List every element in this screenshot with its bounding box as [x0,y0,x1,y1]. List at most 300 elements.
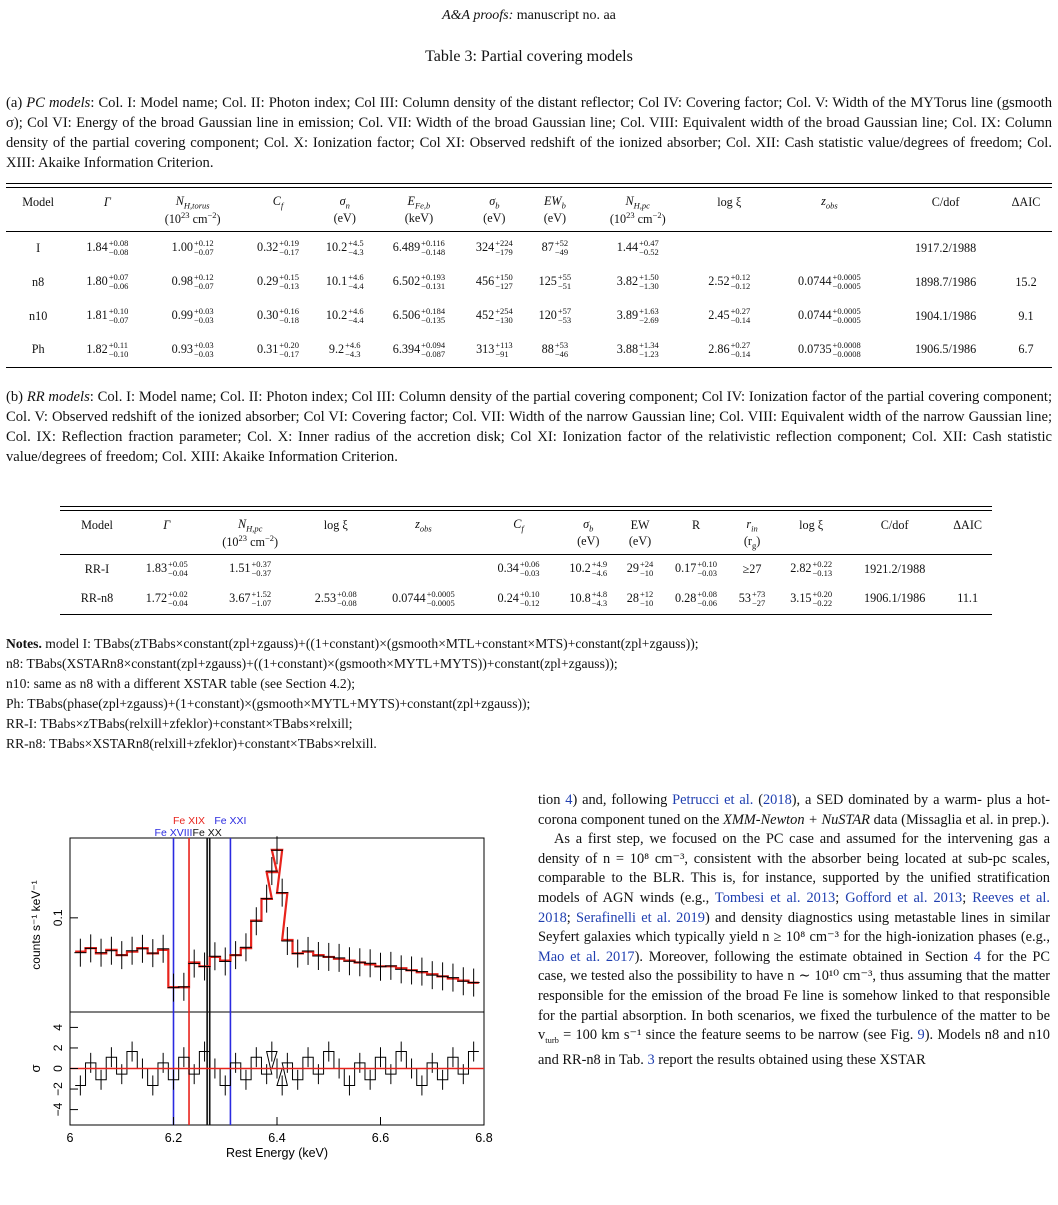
value: 0.0744 [798,273,832,288]
value: 1.81 [86,307,108,322]
error-bounds [697,560,717,578]
body-text [538,791,1050,1070]
notes-line: RR-I: TBabs×zTBabs(relxill+zfeklor)+constant×TBabs×relxill; [6,716,353,731]
cell-logxi [691,299,768,333]
cell-sigma_b [463,333,525,367]
error-bounds [555,239,568,257]
upper-error: +24 [639,559,654,570]
lower-error: −4.3 [345,348,361,359]
lower-error: −0.10 [108,348,129,359]
cell-zobs [768,333,892,367]
column-unit: (eV) [628,534,652,549]
tableB-grid [60,510,992,615]
upper-error: +0.20 [279,339,299,350]
top-rule [60,506,992,507]
upper-error: +150 [495,272,513,282]
column-header: $z_{obs}$ [821,194,838,211]
error-bounds [109,307,129,325]
column-unit [1000,210,1052,231]
text-run: report the results obtained using these XSTAR [654,1051,926,1068]
error-bounds [279,239,299,257]
cell-cf [241,333,315,367]
error-bounds [421,307,445,325]
error-bounds [558,273,571,291]
upper-error: +12 [639,588,654,599]
value: 2.45 [708,307,730,322]
column-unit: (eV) [333,211,356,226]
units-row [60,533,992,554]
cell-cdof: 1904.1/1986 [914,308,977,323]
notes-line: n10: same as n8 with a different XSTAR table (see Section 4.2); [6,676,355,691]
lower-error: −0.06 [108,281,129,291]
value: 1.72 [145,590,168,605]
value: 0.31 [256,341,279,356]
value: 9.2 [328,341,345,356]
text-run: ; [566,909,577,926]
upper-error: +53 [554,339,569,350]
value: 2.86 [708,341,730,356]
lower-error: −0.14 [730,315,751,325]
error-bounds [555,341,568,359]
cell-cf [476,584,561,614]
value: 2.52 [708,273,730,288]
cell-logxi2 [776,584,846,614]
error-bounds [109,273,129,291]
column-header: C/dof [880,517,909,532]
ion-label: Fe XX [192,827,222,839]
upper-error: +57 [557,306,572,316]
value: 0.34 [497,561,519,576]
error-bounds [639,273,659,291]
column-header: log ξ [323,517,348,532]
running-header [0,8,1058,24]
lower-error: −0.08 [337,597,357,608]
error-bounds [640,590,653,608]
cell-logxi [301,554,371,584]
text-run: turb [545,1035,559,1045]
error-bounds [168,560,188,578]
upper-error: +0.116 [421,238,445,249]
citation-link[interactable]: Mao et al. 2017 [538,948,635,965]
tableA-grid [6,187,1052,368]
table-notes [6,634,1052,754]
column-unit [241,210,315,231]
value: 1.51 [229,561,251,576]
cell-sigma_n [315,265,374,299]
value: 2.53 [314,590,337,605]
upper-error: +224 [495,238,513,249]
error-bounds [833,273,861,291]
lower-error: −53 [557,315,572,325]
error-bounds [813,590,833,608]
column-unit: (eV) [577,534,600,549]
error-bounds [194,341,214,359]
x-tick-label: 6.2 [164,1131,183,1145]
cell-efe [374,231,463,265]
error-bounds [348,239,363,257]
upper-error: +0.10 [108,306,129,316]
column-header: log ξ [799,517,824,532]
cell-daic: 15.2 [1015,274,1037,289]
lower-error: −0.03 [697,568,718,579]
cell-nh_torus [144,333,240,367]
value: 120 [538,307,557,322]
error-bounds [558,307,571,325]
column-header: $C_f$ [513,517,524,534]
column-header: log ξ [717,194,742,209]
lower-error: −0.0005 [426,597,455,608]
citation-link[interactable]: Tombesi et al. 2013 [714,889,836,906]
value: 0.0744 [798,307,832,322]
error-bounds [337,590,357,608]
text-run: ; [962,889,973,906]
error-bounds [495,341,512,359]
y-axis-label-top: counts s⁻¹ keV⁻¹ [29,880,43,970]
cell-r [664,554,727,584]
value: 0.0735 [798,341,832,356]
error-bounds [731,341,751,359]
notes-label: Notes. [6,636,42,651]
value: 0.30 [256,307,279,322]
column-header: ΔAIC [1011,194,1041,209]
value: 3.89 [616,307,639,322]
lower-error: −0.12 [730,281,751,291]
cell-daic: 9.1 [1018,308,1034,323]
value: 3.82 [616,273,639,288]
x-tick-label: 6 [66,1131,74,1145]
cell-ew [525,299,584,333]
citation-link[interactable]: Serafinelli et al. 2019 [576,909,705,926]
column-unit: (eV) [543,211,567,226]
column-header: $N_{H,pc}$ [237,517,263,534]
value: 0.32 [256,240,279,255]
upper-error: +0.03 [194,306,214,316]
upper-error: +0.193 [421,272,446,282]
column-unit [301,533,371,554]
column-header: $z_{obs}$ [415,517,432,534]
y-tick-label-bottom: −4 [51,1102,65,1117]
cell-logxi [691,231,768,265]
column-unit [846,533,943,554]
value: 88 [541,341,554,356]
error-bounds [495,239,513,257]
value: 3.88 [616,341,639,356]
lower-error: −0.06 [697,597,718,608]
upper-error: +4.6 [345,339,361,350]
cell-gamma [70,333,144,367]
upper-error: +0.05 [168,559,188,570]
value: 0.0744 [392,590,426,605]
value: 10.1 [325,273,348,288]
lower-error: −0.12 [519,597,540,608]
cell-model: n10 [29,308,48,323]
table-row [6,299,1052,333]
cell-sigma_b [463,265,525,299]
column-unit [691,210,768,231]
citation-link[interactable]: 3 [647,1051,655,1068]
cell-rin [728,554,777,584]
error-bounds [697,590,717,608]
lower-error: −0.148 [421,247,446,258]
cell-gamma [134,584,200,614]
cell-nh_torus [144,231,240,265]
value: 10.2 [569,561,591,576]
lower-error: −1.23 [639,348,659,359]
value: 53 [738,590,751,605]
upper-error: +0.10 [519,588,540,599]
value: 1.44 [616,240,639,255]
value: 1.82 [86,341,108,356]
value: 29 [626,561,639,576]
value: 0.28 [675,590,697,605]
top-rule [6,183,1052,184]
lower-error: −0.13 [279,281,299,291]
error-bounds [252,590,272,608]
column-header: R [691,517,701,532]
value: 0.98 [171,273,193,288]
column-header: $r_{in}$ [746,517,758,534]
lower-error: −0.087 [421,348,446,359]
lower-error: −0.0005 [832,315,861,325]
upper-error: +0.08 [108,238,129,249]
value: 456 [475,273,495,288]
upper-error: +4.6 [348,272,364,282]
header-row [6,188,1052,211]
citation-link[interactable]: Petrucci et al. [672,792,754,808]
lower-error: −10 [639,597,654,608]
cell-cf [241,265,315,299]
error-bounds [279,341,299,359]
cell-zobs [371,554,477,584]
cell-cdof: 1906.5/1986 [914,342,977,357]
text-run: ). Moreover, following the estimate obtained in Section [634,948,974,965]
column-header: $E_{Fe,b}$ [407,194,431,211]
column-header: $C_f$ [272,194,284,211]
cell-nh_pc [585,333,691,367]
cell-zobs [768,265,892,299]
cell-ew [616,584,665,614]
error-bounds [520,560,540,578]
cell-zobs [768,299,892,333]
lower-error: −0.03 [194,348,214,359]
upper-error: +0.12 [194,238,214,249]
manuscript-label: manuscript no. aa [513,8,616,23]
x-axis-label: Rest Energy (keV) [225,1146,329,1160]
spectrum-figure [0,800,520,1205]
upper-error: +0.0005 [426,588,455,599]
citation-link[interactable]: 9 [917,1027,925,1044]
column-unit [891,210,1000,231]
lower-error: −1.07 [251,597,272,608]
value: 1.80 [86,273,108,288]
cell-cf [476,554,561,584]
error-bounds [194,307,214,325]
notes-line: RR-n8: TBabs×XSTARn8(relxill+zfeklor)+constant×TBabs×relxill. [6,736,377,751]
cell-gamma [134,554,200,584]
error-bounds [194,273,214,291]
lower-error: −179 [495,247,513,258]
upper-error: +52 [554,238,569,249]
cell-cdof: 1906.1/1986 [864,591,926,606]
error-bounds [421,239,445,257]
cell-logxi [691,265,768,299]
column-header: $\sigma_n$ [339,194,350,211]
table-row [6,231,1052,265]
lower-error: −4.3 [348,247,364,258]
value: 28 [626,590,639,605]
upper-error: +73 [751,588,766,599]
column-unit: ($10^{23}$ $cm^{-2}$) [609,210,666,227]
value: 324 [475,240,495,255]
cell-logxi [301,584,371,614]
upper-error: +0.12 [194,272,214,282]
lower-error: −4.6 [591,568,608,579]
notes-line: Ph: TBabs(phase(zpl+zgauss)+(1+constant)×(gsmooth×MYTL+MYTS)+constant(zpl+zgauss)); [6,696,531,711]
error-bounds [279,307,299,325]
column-unit: (keV) [404,211,434,226]
upper-error: +0.11 [108,339,129,350]
text-run: ) and density diagnostics using metastable lines in similar Seyfert galaxies which typically yield n ≥ 10⁸ cm⁻³ for the high-ionization phases (e.g., [538,909,1050,946]
caption-b-label-italic: RR models [26,389,90,405]
upper-error: +1.52 [251,588,272,599]
column-header: $\sigma_b$ [583,517,594,534]
upper-error: +0.22 [812,559,833,570]
error-bounds [109,341,129,359]
lower-error: −0.22 [812,597,833,608]
upper-error: +4.5 [348,238,364,249]
error-bounds [592,590,607,608]
column-unit [768,210,892,231]
citation-link[interactable]: 2018 [762,792,792,808]
lower-error: −4.4 [348,281,364,291]
column-unit: ($10^{23}$ $cm^{-2}$) [222,533,279,550]
citation-link[interactable]: 4 [565,792,573,808]
y-tick-label-top: 0.1 [51,909,65,927]
lower-error: −0.04 [168,597,188,608]
value: 10.8 [569,590,591,605]
error-bounds [833,341,861,359]
column-unit [476,533,561,554]
citation-link[interactable]: 4 [973,948,981,965]
cell-model: I [36,240,41,255]
caption-b-label: (b) [6,389,27,405]
lower-error: −0.0005 [832,281,861,291]
error-bounds [495,273,513,291]
column-header: ΔAIC [953,517,983,532]
lower-error: −2.69 [639,315,659,325]
italic-run: XMM-Newton + NuSTAR [723,811,870,828]
upper-error: +0.15 [279,272,299,282]
column-header: EW [630,517,650,532]
lower-error: −4.4 [348,315,364,325]
cell-cdof: 1921.2/1988 [864,561,926,576]
upper-error: +1.63 [639,306,659,316]
x-tick-label: 6.8 [475,1131,493,1145]
text-run: ; [835,889,846,906]
error-bounds [520,590,540,608]
y-tick-label-bottom: 0 [51,1065,65,1072]
column-unit: $(r_g)$ [743,533,761,551]
cell-daic: 6.7 [1018,342,1034,357]
error-bounds [194,239,214,257]
value: 6.502 [392,273,421,288]
column-header: Γ [103,194,111,209]
value: 125 [538,273,557,288]
text-run: As a first step, we focused on the PC case and assumed for the intervening gas a density of n = 10⁸ cm⁻³, consistent with the absorber being located at sub-pc scales, comparable to the BLR. This is, for instance, supported by the unified stratification models of AGN winds (e.g., [538,831,1050,906]
lower-error: −27 [751,597,766,608]
cell-model: Ph [31,342,45,357]
y-tick-label-bottom: 4 [51,1024,65,1031]
x-tick-label: 6.4 [268,1131,286,1145]
cell-nh_torus [144,265,240,299]
text-run: ) and, following [572,792,673,808]
error-bounds [252,560,272,578]
upper-error: +0.184 [421,306,446,316]
error-bounds [639,341,659,359]
caption-b-text: : Col. I: Model name; Col. II: Photon index; Col III: Column density of the partial covering component; Col IV: Ionization factor of the partial covering component; Col. V: Observed redshift of the ionized absorber; Col VI: Covering factor; Col. VII: Width of the narrow Gaussian line; Col. VIII: Equivalent width of the narrow Gaussian line; Col. IX: Reflection fraction parameter; Col. X: Inner radius of the accretion disk; Col XI: Ionization factor of the relativistic reflection component; Col. XII: Cash statistic value/degrees of freedom; Col. XIII: Akaike Information Criterion. [6,389,1053,465]
lower-error: −0.03 [194,315,214,325]
error-bounds [731,307,751,325]
table-row [6,265,1052,299]
text-run: for the PC case, we tested also the possibility to have n ∼ 10¹⁰ cm⁻³, thus assuming that the matter responsible for the emission of the broad Fe line is somehow linked to that responsible for the partial absorption. In both scenarios, we fixed the turbulence of the matter to be v [538,948,1050,1044]
lower-error: −51 [557,281,572,291]
upper-error: +0.27 [730,339,751,350]
cell-logxi [691,333,768,367]
column-header: $N_{H,pc}$ [625,194,650,211]
lower-error: −0.08 [108,247,129,258]
upper-error: +1.34 [639,339,659,350]
lower-error: −0.03 [519,568,540,579]
upper-error: +0.06 [519,559,540,570]
lower-error: −127 [495,281,513,291]
citation-link[interactable]: Reeves et al. 2018 [538,889,1050,926]
value: 6.489 [392,240,421,255]
error-bounds [495,307,513,325]
cell-model: RR-n8 [80,591,114,606]
y-tick-label-bottom: −2 [51,1082,65,1096]
error-bounds [345,341,360,359]
cell-sigma_b [463,299,525,333]
error-bounds [109,239,129,257]
cell-logxi2 [776,554,846,584]
cell-daic: 11.1 [957,591,979,606]
value: 0.17 [675,561,697,576]
error-bounds [731,273,751,291]
cell-rin [728,584,777,614]
lower-error: −0.52 [639,247,659,258]
column-unit [664,533,727,554]
cell-sigma_b [561,554,616,584]
cell-nh_torus [144,299,240,333]
value: 2.82 [790,561,812,576]
text-run: ). Models n8 and n10 and RR-n8 in Tab. [538,1027,1051,1068]
upper-error: +0.12 [730,272,751,282]
column-header: Γ [163,517,171,532]
column-unit: (eV) [483,211,506,226]
column-unit [70,210,144,231]
value: 0.93 [171,341,193,356]
error-bounds [833,307,861,325]
upper-error: +4.9 [591,559,608,570]
upper-error: +0.094 [421,339,446,350]
column-header: $N_{H,torus}$ [175,194,210,211]
upper-error: +254 [495,306,513,316]
body-paragraph-2 [538,830,1050,1070]
upper-error: +0.03 [194,339,214,350]
citation-link[interactable]: Gofford et al. 2013 [845,889,963,906]
lower-error: −4.3 [591,597,608,608]
upper-error: +113 [495,339,513,350]
